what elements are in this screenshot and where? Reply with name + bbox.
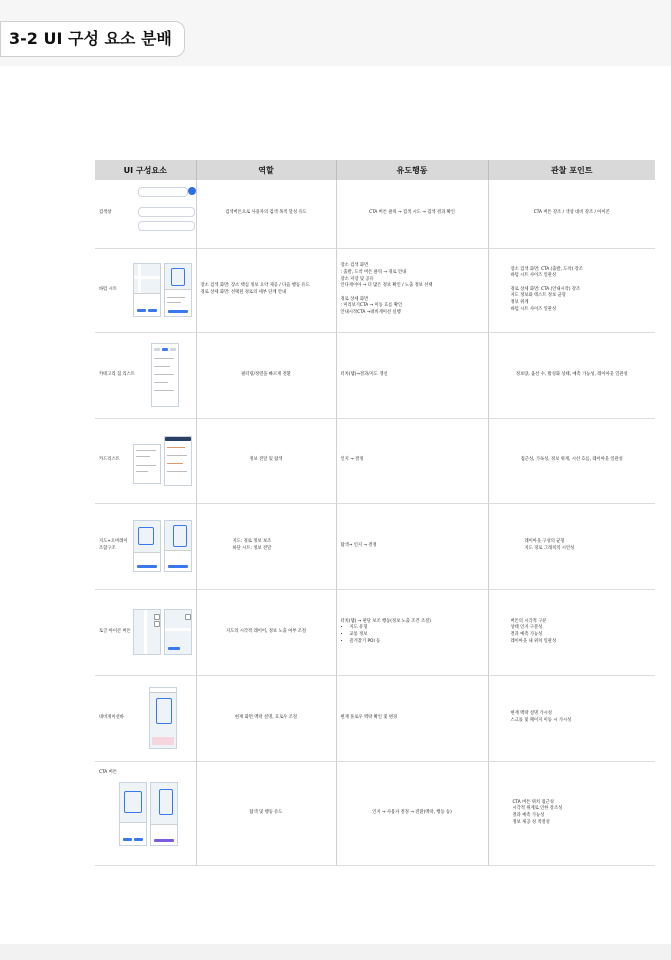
card-list-thumbnails — [133, 436, 192, 486]
component-cell — [95, 761, 196, 865]
observation-cell: CTA 버튼 강조 / 색상 대비 강조 / 아이콘 — [488, 180, 655, 248]
destination-field-mock — [138, 221, 195, 231]
role-cell: 지도의 시각적 레이어, 정보 노출 여부 조절 — [196, 589, 336, 675]
screen-thumbnail — [119, 782, 147, 846]
table-row — [95, 332, 655, 418]
table-row — [95, 180, 655, 248]
screen-thumbnail — [133, 520, 161, 572]
screen-thumbnail — [164, 436, 192, 486]
table-row — [95, 675, 655, 761]
component-label: 카테고리 칩 리스트 — [99, 371, 135, 377]
component-cell — [95, 589, 196, 675]
action-cell: 터치(탭)→결과/지도 갱신 — [336, 332, 488, 418]
table-row — [95, 761, 655, 865]
action-cell: 현재 플로우 맥락 확인 및 변경 — [336, 675, 488, 761]
role-cell: 필터링/정렬을 빠르게 전환 — [196, 332, 336, 418]
role-cell: 지도: 경로 정보 보조 하단 시트: 정보 전달 — [196, 503, 336, 589]
observation-cell: 접근성, 가독성, 정보 위계, 시선 흐름, 레이아웃 일관성 — [488, 418, 655, 503]
screen-thumbnail — [149, 687, 177, 749]
action-list — [341, 625, 484, 645]
screen-thumbnail — [151, 343, 179, 407]
search-thumbnail — [136, 185, 192, 243]
action-cell: 인지 → 사용자 결정 → 전환(맥락, 행동 등) — [336, 761, 488, 865]
action-cell — [336, 589, 488, 675]
action-cell: 탐색→ 인지 → 결정 — [336, 503, 488, 589]
observation-cell: 레이아웃 구성의 균형 지도 경로 그래픽의 시안성 — [488, 503, 655, 589]
screen-thumbnail — [164, 263, 192, 317]
table-row — [95, 503, 655, 589]
action-text: 터치(탭) → 판단 보조 행동(정보 노출 조건 조절) — [340, 618, 431, 624]
action-cell: CTA 버튼 클릭 → 검색 시도 → 검색 결과 확인 — [336, 180, 488, 248]
action-cell: 인지 → 결정 — [336, 418, 488, 503]
header-action: 유도행동 — [336, 160, 488, 180]
component-cell — [95, 332, 196, 418]
observation-cell: CTA 버튼 위치 접근성 시각적 위계로 인한 강조성 결과 예측 가능성 정보 제공 성 적절성 — [488, 761, 655, 865]
observation-cell: 장소 검색 화면: CTA (출발, 도착) 강조 바텀 시트 사이즈 일관성 경로 상세 화면: CTA (안내시작) 강조 지도 정보와 텍스트 정보 균형 정보 위계 바텀 시트 사이즈 일관성 — [488, 248, 655, 332]
ui-component-table — [95, 160, 655, 866]
list-item: • 즐겨찾기 POI 등 — [350, 639, 484, 646]
component-label: 토글 아이콘 버튼 — [99, 628, 131, 634]
component-cell — [95, 418, 196, 503]
search-button-mock — [188, 187, 196, 195]
component-cell — [95, 248, 196, 332]
origin-field-mock — [138, 207, 195, 217]
component-label: 네비게이션바 — [99, 714, 124, 720]
header-component: UI 구성요소 — [95, 160, 196, 180]
component-cell — [95, 180, 196, 248]
map-overlay-thumbnails — [133, 520, 192, 572]
screen-thumbnail — [133, 263, 161, 317]
table-row — [95, 589, 655, 675]
observation-cell: 정보량, 옵션 수, 활성화 상태, 예측 가능성, 레이아웃 일관성 — [488, 332, 655, 418]
list-item: • 지도 유형 — [350, 625, 484, 632]
component-label: CTA 버튼 — [99, 769, 117, 775]
screen-thumbnail — [164, 520, 192, 572]
screen-thumbnail — [150, 782, 178, 846]
header-role: 역할 — [196, 160, 336, 180]
observation-cell: 현재 맥락 설명 가시성 스크롤 및 페이지 이동 시 가시성 — [488, 675, 655, 761]
navigation-bar-thumbnail — [149, 687, 177, 749]
role-cell: 현재 화면 맥락 설명, 흐로우 조절 — [196, 675, 336, 761]
header-observation: 관찰 포인트 — [488, 160, 655, 180]
footer-band — [0, 944, 671, 960]
table-row — [95, 418, 655, 503]
observation-cell: 버튼의 시각적 구분 상태 인지 구분성 결과 예측 가능성 레이아웃 내 위치 일관성 — [488, 589, 655, 675]
component-label: 카드리스트 — [99, 457, 120, 463]
bottom-sheet-thumbnails — [133, 263, 192, 317]
screen-thumbnail — [164, 609, 192, 655]
chip-list-thumbnail — [151, 343, 179, 407]
role-cell: 검색버튼으로 사용자의 검색 목적 달성 유도 — [196, 180, 336, 248]
table-header-row — [95, 160, 655, 180]
component-label: 지도+오버레이 조합구조 — [99, 539, 128, 551]
cta-button-thumbnails — [119, 782, 192, 846]
screen-thumbnail — [133, 444, 161, 484]
component-label: 바텀 시트 — [99, 286, 117, 292]
list-item: • 교통 정보 — [350, 632, 484, 639]
search-bar-mock — [138, 187, 188, 197]
toggle-button-thumbnails — [133, 609, 192, 655]
component-cell — [95, 503, 196, 589]
screen-thumbnail — [133, 609, 161, 655]
table-row — [95, 248, 655, 332]
page-title: 3-2 UI 구성 요소 분배 — [0, 21, 185, 57]
component-cell — [95, 675, 196, 761]
role-cell: 탐색 및 행동 유도 — [196, 761, 336, 865]
role-cell: 장소 검색 화면: 장소 핵심 정보 요약 제공 / 다음 행동 유도 경로 상세 화면: 선택된 경로의 세부 단계 안내 — [196, 248, 336, 332]
component-label: 검색창 — [99, 210, 112, 216]
action-cell: 장소 검색 화면 : 출발, 도착 버튼 클릭 → 경로 안내 장소 저장 및 공유 안다게이아 → 더 많은 정보 확인 / 노출 정보 선택 경로 상세 화면 : 미리보기CTA → 이동 흐름 확인 안내시작CTA →네비게이션 실행 — [336, 248, 488, 332]
role-cell: 정보 전달 및 탐색 — [196, 418, 336, 503]
